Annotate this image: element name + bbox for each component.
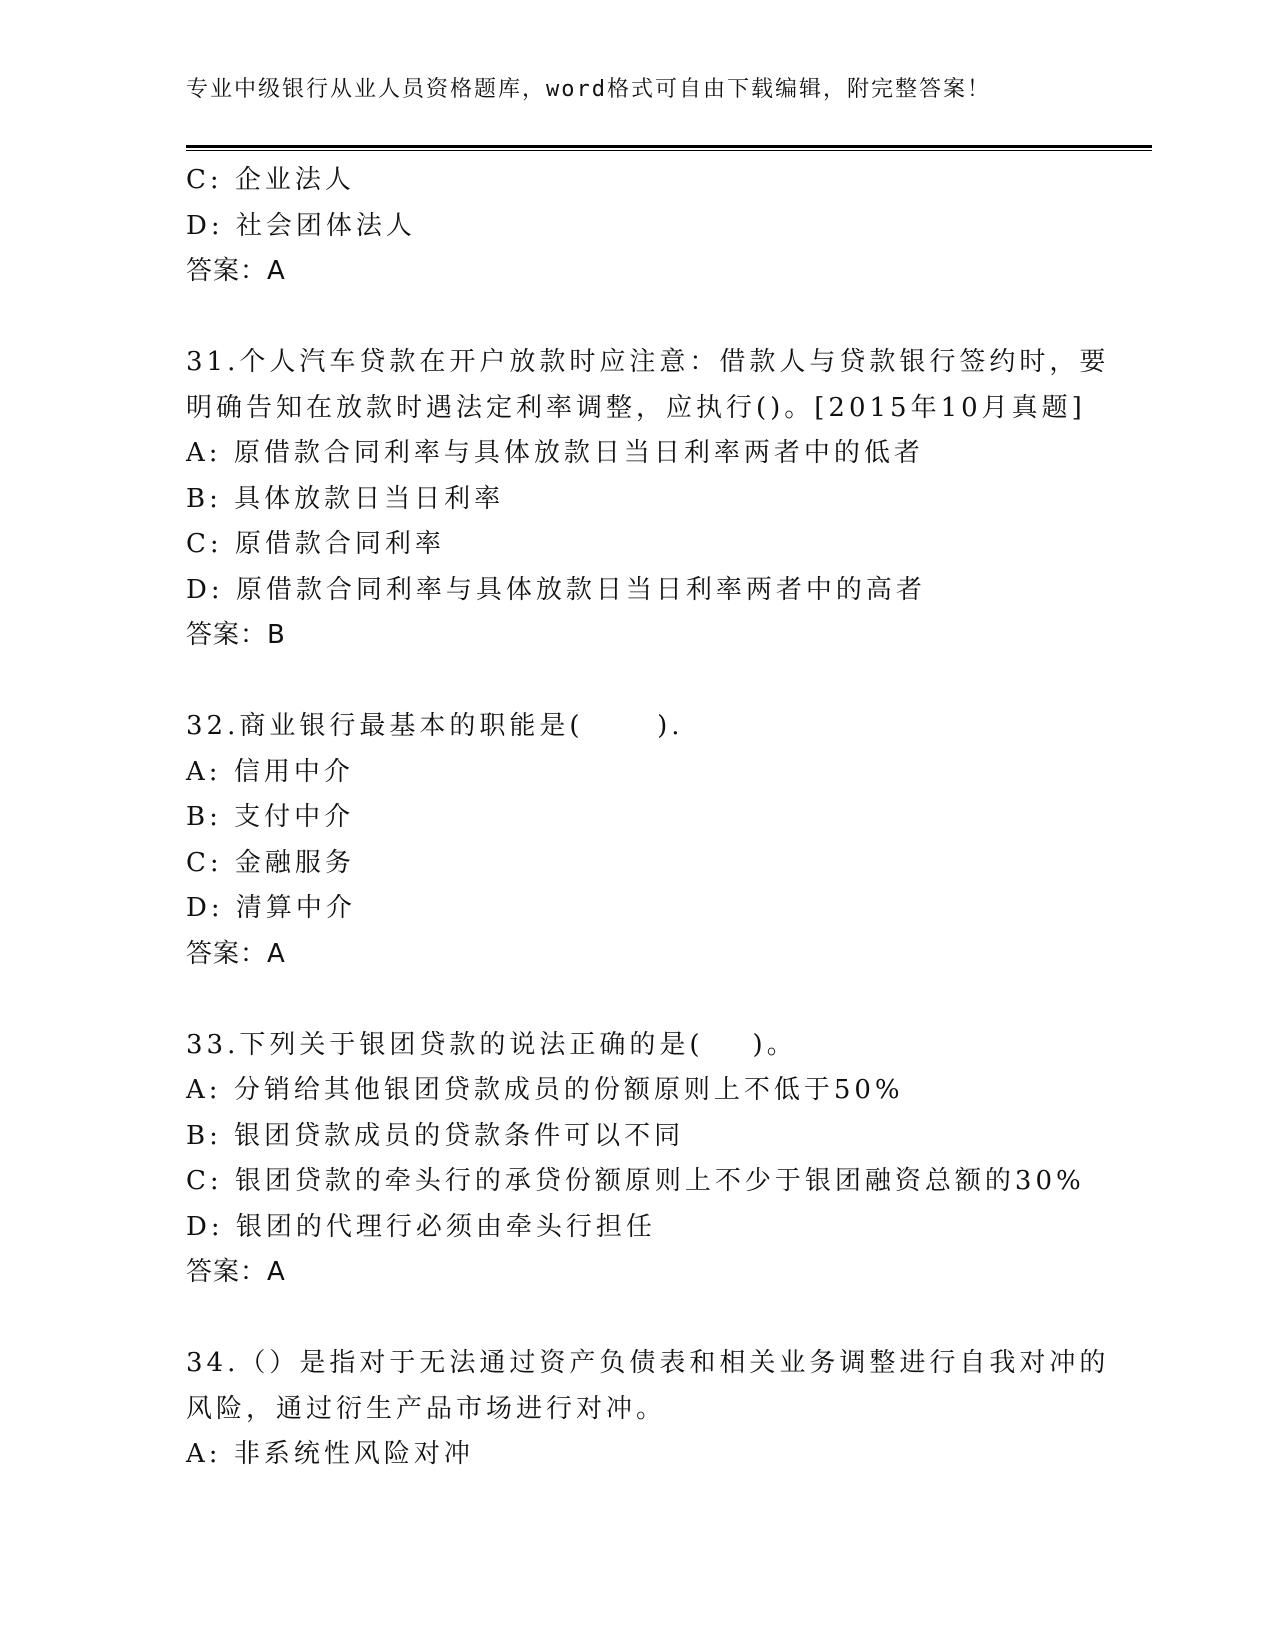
question-stem: 31.个人汽车贷款在开户放款时应注意：借款人与贷款银行签约时，要	[186, 347, 1110, 377]
question-content	[186, 158, 1110, 1478]
option-d: D: 原借款合同利率与具体放款日当日利率两者中的高者	[186, 574, 926, 605]
option-d: D: 社会团体法人	[186, 210, 416, 241]
option-c: C: 企业法人	[186, 165, 355, 195]
option-b: B: 银团贷款成员的贷款条件可以不同	[186, 1120, 685, 1151]
page-header: 专业中级银行从业人员资格题库，word格式可自由下载编辑，附完整答案！	[186, 77, 991, 102]
question-stem: 32.商业银行最基本的职能是( ).	[186, 711, 684, 741]
option-c: C: 原借款合同利率	[186, 529, 445, 559]
option-a: A: 分销给其他银团贷款成员的份额原则上不低于50%	[186, 1075, 904, 1105]
option-c: C: 银团贷款的牵头行的承贷份额原则上不少于银团融资总额的30%	[186, 1166, 1085, 1196]
option-d: D: 银团的代理行必须由牵头行担任	[186, 1211, 656, 1242]
question-stem: 明确告知在放款时遇法定利率调整，应执行()。[2015年10月真题]	[186, 392, 1086, 423]
option-b: B: 具体放款日当日利率	[186, 483, 505, 514]
spacer	[186, 1296, 1086, 1342]
header-rule-thin	[186, 150, 1152, 151]
question-stem: 34.（）是指对于无法通过资产负债表和相关业务调整进行自我对冲的	[186, 1348, 1110, 1378]
option-a: A: 非系统性风险对冲	[186, 1439, 474, 1469]
spacer	[186, 977, 1086, 1023]
spacer	[186, 659, 1086, 705]
question-stem: 风险，通过衍生产品市场进行对冲。	[186, 1393, 667, 1424]
option-a: A: 原借款合同利率与具体放款日当日利率两者中的低者	[186, 438, 924, 468]
spacer	[186, 295, 1086, 341]
option-b: B: 支付中介	[186, 802, 355, 832]
question-stem: 33.下列关于银团贷款的说法正确的是( )。	[186, 1029, 797, 1060]
option-c: C: 金融服务	[186, 847, 355, 878]
option-d: D: 清算中介	[186, 893, 356, 923]
answer-line: 答案：A	[186, 938, 286, 969]
option-a: A: 信用中介	[186, 756, 354, 787]
answer-line: 答案：A	[186, 1257, 286, 1287]
answer-line: 答案：A	[186, 256, 286, 286]
header-rule-thick	[186, 145, 1152, 148]
answer-line: 答案：B	[186, 620, 286, 650]
